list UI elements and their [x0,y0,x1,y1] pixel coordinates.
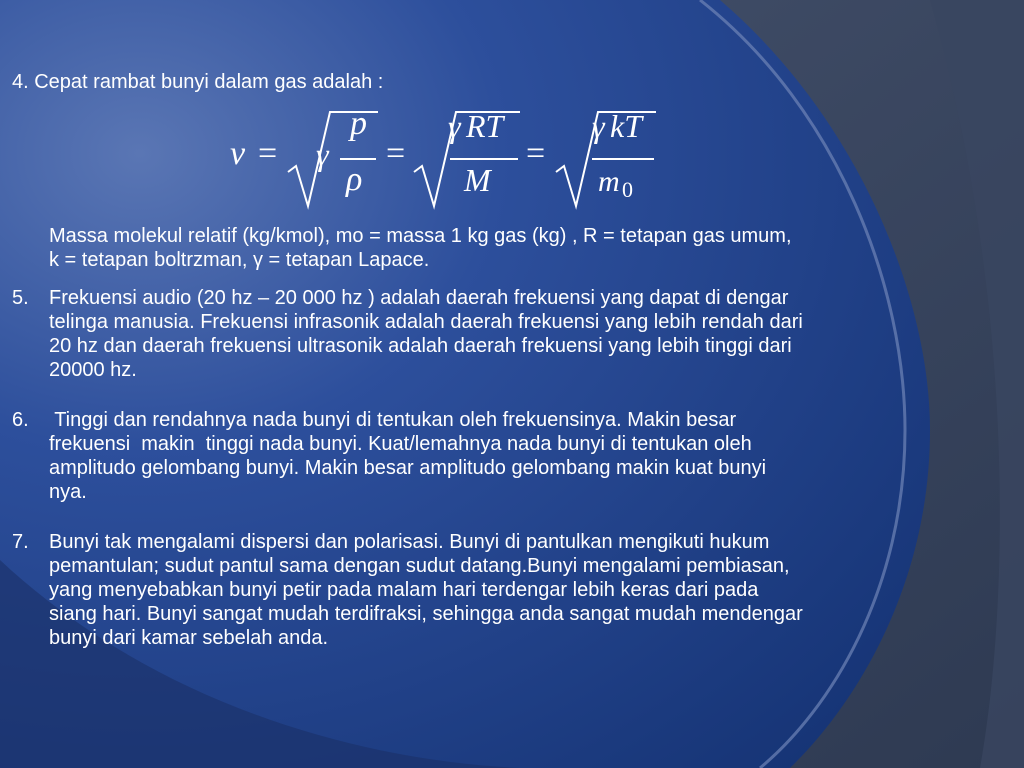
list-item-text [49,286,1017,382]
list-item-text [49,408,1017,504]
text-line: yang menyebabkan bunyi petir pada malam hari terdengar lebih keras dari pada [49,579,759,601]
text-line: frekuensi makin tinggi nada bunyi. Kuat/lemahnya nada bunyi di tentukan oleh [49,433,752,455]
formula-RT: RT [466,108,504,144]
note-line: Massa molekul relatif (kg/kmol), mo = massa 1 kg gas (kg) , R = tetapan gas umum, [49,225,792,247]
list-number: 5. [12,287,29,309]
formula-equals-2: = [386,135,406,172]
text-line: amplitudo gelombang bunyi. Makin besar amplitudo gelombang makin kuat bunyi [49,457,767,479]
text-line: bunyi dari kamar sebelah anda. [49,627,329,649]
text-line: 20000 hz. [49,359,137,381]
text-line: Frekuensi audio (20 hz – 20 000 hz ) adalah daerah frekuensi yang dapat di dengar [49,287,789,309]
text-line: pemantulan; sudut pantul sama dengan sudut datang.Bunyi mengalami pembiasan, [49,555,790,577]
formula-kT: kT [610,108,642,144]
formula-equals-3: = [526,135,546,172]
formula-M: M [464,162,491,198]
list-number: 7. [12,531,29,553]
formula-v: v [230,135,246,172]
text-line: Tinggi dan rendahnya nada bunyi di tentukan oleh frekuensinya. Makin besar [49,409,737,431]
text-line: nya. [49,481,87,503]
formula-subscript-zero: 0 [622,177,633,202]
sound-speed-formula [226,106,666,216]
formula-m: m [598,165,620,198]
text-line: 20 hz dan daerah frekuensi ultrasonik adalah daerah frekuensi yang lebih tinggi dari [49,335,792,357]
formula-gamma-2: γ [448,108,461,144]
note-line: k = tetapan boltrzman, γ = tetapan Lapace. [49,249,430,271]
point-4-heading: 4. Cepat rambat bunyi dalam gas adalah : [12,71,384,93]
formula-gamma-3: γ [592,108,605,144]
list-number: 6. [12,409,29,431]
formula-equals-1: = [258,135,278,172]
fraction-bar-2 [450,158,518,160]
formula-gamma-1: γ [316,136,329,172]
text-line: telinga manusia. Frekuensi infrasonik adalah daerah frekuensi yang lebih rendah dari [49,311,803,333]
formula-p: p [350,105,367,142]
text-line: Bunyi tak mengalami dispersi dan polarisasi. Bunyi di pantulkan mengikuti hukum [49,531,770,553]
formula-rho: ρ [346,161,363,198]
fraction-bar-1 [340,158,376,160]
fraction-bar-3 [592,158,654,160]
text-line: siang hari. Bunyi sangat mudah terdifraksi, sehingga anda sangat mudah mendengar [49,603,803,625]
formula-note [49,224,1017,272]
list-item-text [49,530,1017,650]
